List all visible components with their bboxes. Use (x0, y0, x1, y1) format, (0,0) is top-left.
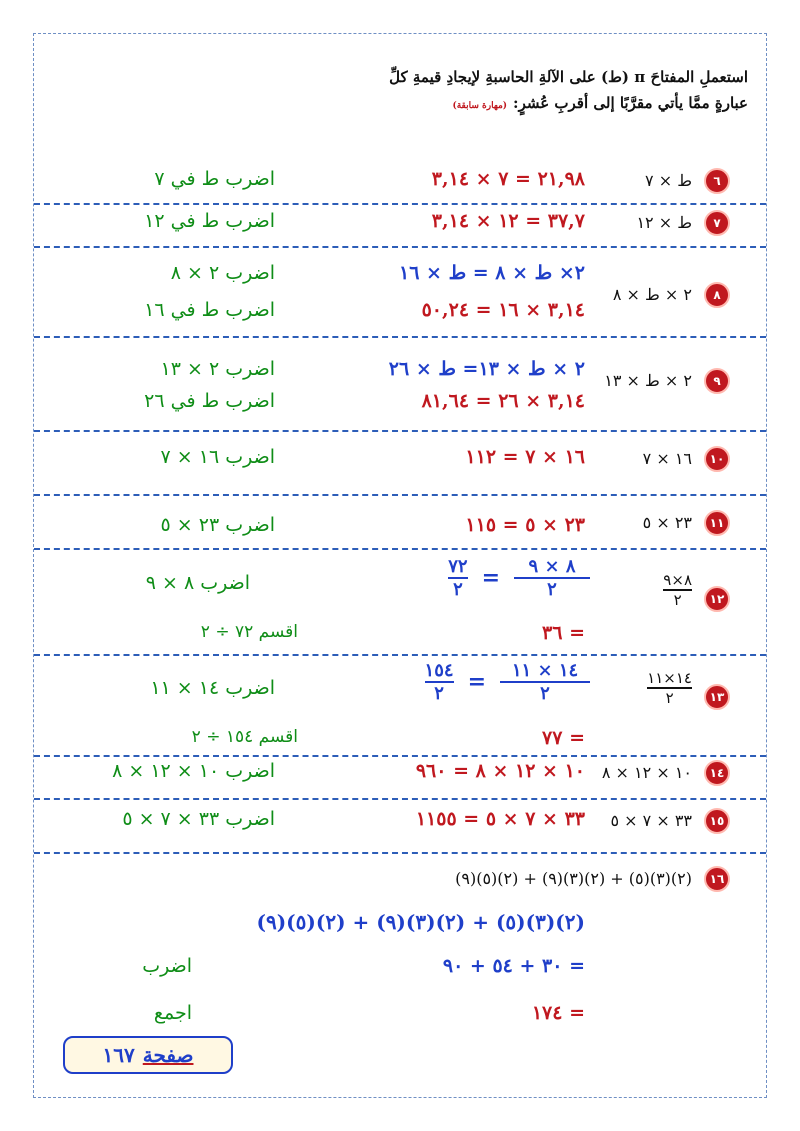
problem-7-expression: ط × ١٢ (636, 213, 692, 232)
problem-9-expression: ٢ × ط × ١٣ (604, 371, 692, 390)
page-number: ١٦٧ (102, 1043, 135, 1067)
problem-number-6: ٦ (704, 168, 730, 194)
skill-tag: (مهارة سابقة) (452, 101, 508, 111)
separator (34, 755, 766, 757)
problem-12-left-denominator: ٢ (453, 579, 463, 600)
problem-12-expression-denominator: ٢ (673, 591, 682, 609)
separator (34, 336, 766, 338)
instructions (58, 64, 748, 119)
problem-number-15: ١٥ (704, 808, 730, 834)
problem-7-note: اضرب ط في ١٢ (144, 210, 275, 232)
problem-12-result: = ٣٦ (542, 622, 585, 644)
problem-number-10: ١٠ (704, 446, 730, 472)
problem-9-calc-1: ٢ × ط × ١٣= ط × ٢٦ (388, 358, 585, 380)
equals-sign: = (467, 669, 486, 695)
problem-13-right-denominator: ٢ (540, 683, 550, 704)
problem-number-13: ١٣ (704, 684, 730, 710)
problem-13-right-numerator: ١٤ × ١١ (511, 660, 579, 681)
equals-sign: = (481, 565, 500, 591)
separator (34, 246, 766, 248)
problem-13-fraction-equation (425, 660, 590, 704)
instruction-line-1: استعملِ المفتاحَ π (ط) على الآلةِ الحاسبةِ لإيجادِ قيمةِ كلِّ (389, 68, 748, 86)
problem-8-note-1: اضرب ٢ × ٨ (170, 262, 275, 284)
problem-12-note-2: اقسم ٧٢ ÷ ٢ (200, 622, 298, 642)
problem-number-12: ١٢ (704, 586, 730, 612)
problem-7-calc: ٣٧,٧ = ١٢ × ٣,١٤ (431, 210, 585, 232)
problem-9-calc-2: ٣,١٤ × ٢٦ = ٨١,٦٤ (421, 390, 585, 412)
problem-11-note: اضرب ٢٣ × ٥ (160, 514, 275, 536)
problem-12-expression-numerator: ٨×٩ (663, 571, 692, 589)
separator (34, 430, 766, 432)
problem-16-note-2: اضرب (142, 955, 192, 977)
problem-16-note-3: اجمع (153, 1002, 192, 1024)
problem-13-expression-denominator: ٢ (665, 689, 674, 707)
problem-16-expression: (٢)(٣)(٥) + (٢)(٣)(٩) + (٢)(٥)(٩) (455, 869, 692, 888)
problem-number-8: ٨ (704, 282, 730, 308)
separator (34, 852, 766, 854)
problem-12-right-numerator: ٨ × ٩ (528, 556, 576, 577)
problem-10-calc: ١٦ × ٧ = ١١٢ (465, 446, 585, 468)
problem-10-note: اضرب ١٦ × ٧ (160, 446, 275, 468)
page-label: صفحة (142, 1043, 194, 1067)
page-border (33, 33, 767, 1098)
problem-number-14: ١٤ (704, 760, 730, 786)
problem-9-note-2: اضرب ط في ٢٦ (144, 390, 275, 412)
problem-12-fraction-equation (448, 556, 590, 600)
problem-6-calc: ٢١,٩٨ = ٧ × ٣,١٤ (431, 168, 585, 190)
problem-13-left-denominator: ٢ (434, 683, 444, 704)
page-number-badge (63, 1036, 233, 1074)
instruction-line-2 (58, 90, 748, 119)
problem-13-left-numerator: ١٥٤ (424, 660, 454, 681)
problem-13-result: = ٧٧ (542, 727, 585, 749)
instruction-line-2-text: عبارةٍ ممَّا يأتي مقرَّبًا إلى أقربِ عُشرٍ: (513, 94, 748, 112)
separator (34, 494, 766, 496)
problem-14-calc: ١٠ × ١٢ × ٨ = ٩٦٠ (415, 760, 585, 782)
problem-8-expression: ٢ × ط × ٨ (612, 285, 692, 304)
problem-15-calc: ٣٣ × ٧ × ٥ = ١١٥٥ (415, 808, 585, 830)
problem-number-16: ١٦ (704, 866, 730, 892)
problem-11-expression: ٢٣ × ٥ (642, 513, 692, 532)
problem-number-7: ٧ (704, 210, 730, 236)
problem-13-expression-numerator: ١٤×١١ (647, 669, 692, 687)
problem-13-note-2: اقسم ١٥٤ ÷ ٢ (191, 727, 298, 747)
problem-12-expression (663, 570, 692, 609)
problem-8-calc-1: ٢× ط × ٨ = ط × ١٦ (399, 262, 585, 284)
problem-13-note-1: اضرب ١٤ × ١١ (150, 677, 275, 699)
separator (34, 798, 766, 800)
problem-8-calc-2: ٣,١٤ × ١٦ = ٥٠,٢٤ (421, 299, 585, 321)
problem-6-note: اضرب ط في ٧ (154, 168, 275, 190)
problem-8-note-2: اضرب ط في ١٦ (144, 299, 275, 321)
separator (34, 654, 766, 656)
problem-6-expression: ط × ٧ (645, 171, 692, 190)
problem-9-note-1: اضرب ٢ × ١٣ (160, 358, 275, 380)
problem-16-line-3: = ١٧٤ (531, 1002, 585, 1024)
problem-14-note: اضرب ١٠ × ١٢ × ٨ (112, 760, 275, 782)
problem-number-9: ٩ (704, 368, 730, 394)
separator (34, 203, 766, 205)
problem-10-expression: ١٦ × ٧ (642, 449, 692, 468)
problem-12-left-numerator: ٧٢ (448, 556, 468, 577)
problem-12-note-1: اضرب ٨ × ٩ (145, 572, 250, 594)
problem-16-line-2: = ٣٠ + ٥٤ + ٩٠ (442, 955, 585, 977)
problem-12-right-denominator: ٢ (547, 579, 557, 600)
problem-15-expression: ٣٣ × ٧ × ٥ (610, 811, 692, 830)
problem-11-calc: ٢٣ × ٥ = ١١٥ (465, 514, 585, 536)
separator (34, 548, 766, 550)
problem-16-line-1: (٢)(٣)(٥) + (٢)(٣)(٩) + (٢)(٥)(٩) (256, 910, 585, 934)
problem-number-11: ١١ (704, 510, 730, 536)
problem-14-expression: ١٠ × ١٢ × ٨ (601, 763, 692, 782)
problem-15-note: اضرب ٣٣ × ٧ × ٥ (122, 808, 275, 830)
problem-13-expression (647, 668, 692, 707)
